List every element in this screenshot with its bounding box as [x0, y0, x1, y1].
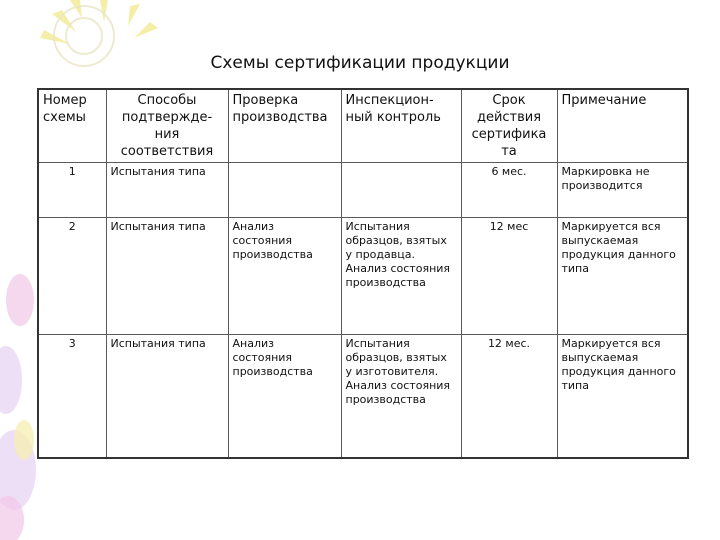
header-scheme-number: Номер схемы — [38, 89, 106, 163]
table-row — [38, 163, 688, 218]
header-validity-period: Срок действия сертифика та — [461, 89, 557, 163]
cell-note: Маркировка не производится — [557, 163, 688, 218]
cell-production-check: Анализ состояния производства — [228, 335, 341, 459]
certification-schemes-table — [37, 88, 689, 459]
page-title: Схемы сертификации продукции — [210, 53, 510, 73]
cell-inspection-control — [341, 163, 461, 218]
table-row — [38, 218, 688, 335]
table-header-row — [38, 89, 688, 163]
cell-production-check — [228, 163, 341, 218]
cell-note: Маркируется вся выпускаемая продукция данного типа — [557, 218, 688, 335]
cell-inspection-control: Испытания образцов, взятых у продавца. Анализ состояния производства — [341, 218, 461, 335]
cell-scheme-number: 2 — [38, 218, 106, 335]
cell-note: Маркируется вся выпускаемая продукция данного типа — [557, 335, 688, 459]
cell-validity-period: 6 мес. — [461, 163, 557, 218]
cell-scheme-number: 3 — [38, 335, 106, 459]
header-inspection-control: Инспекцион-ный контроль — [341, 89, 461, 163]
cell-validity-period: 12 мес — [461, 218, 557, 335]
cell-scheme-number: 1 — [38, 163, 106, 218]
cell-confirmation-method: Испытания типа — [106, 163, 228, 218]
header-production-check: Проверка производства — [228, 89, 341, 163]
cell-inspection-control: Испытания образцов, взятых у изготовителя. Анализ состояния производства — [341, 335, 461, 459]
cell-confirmation-method: Испытания типа — [106, 335, 228, 459]
cell-production-check: Анализ состояния производства — [228, 218, 341, 335]
header-note: Примечание — [557, 89, 688, 163]
header-confirmation-methods: Способы подтвержде-ния соответствия — [106, 89, 228, 163]
cell-confirmation-method: Испытания типа — [106, 218, 228, 335]
table-row — [38, 335, 688, 459]
cell-validity-period: 12 мес. — [461, 335, 557, 459]
